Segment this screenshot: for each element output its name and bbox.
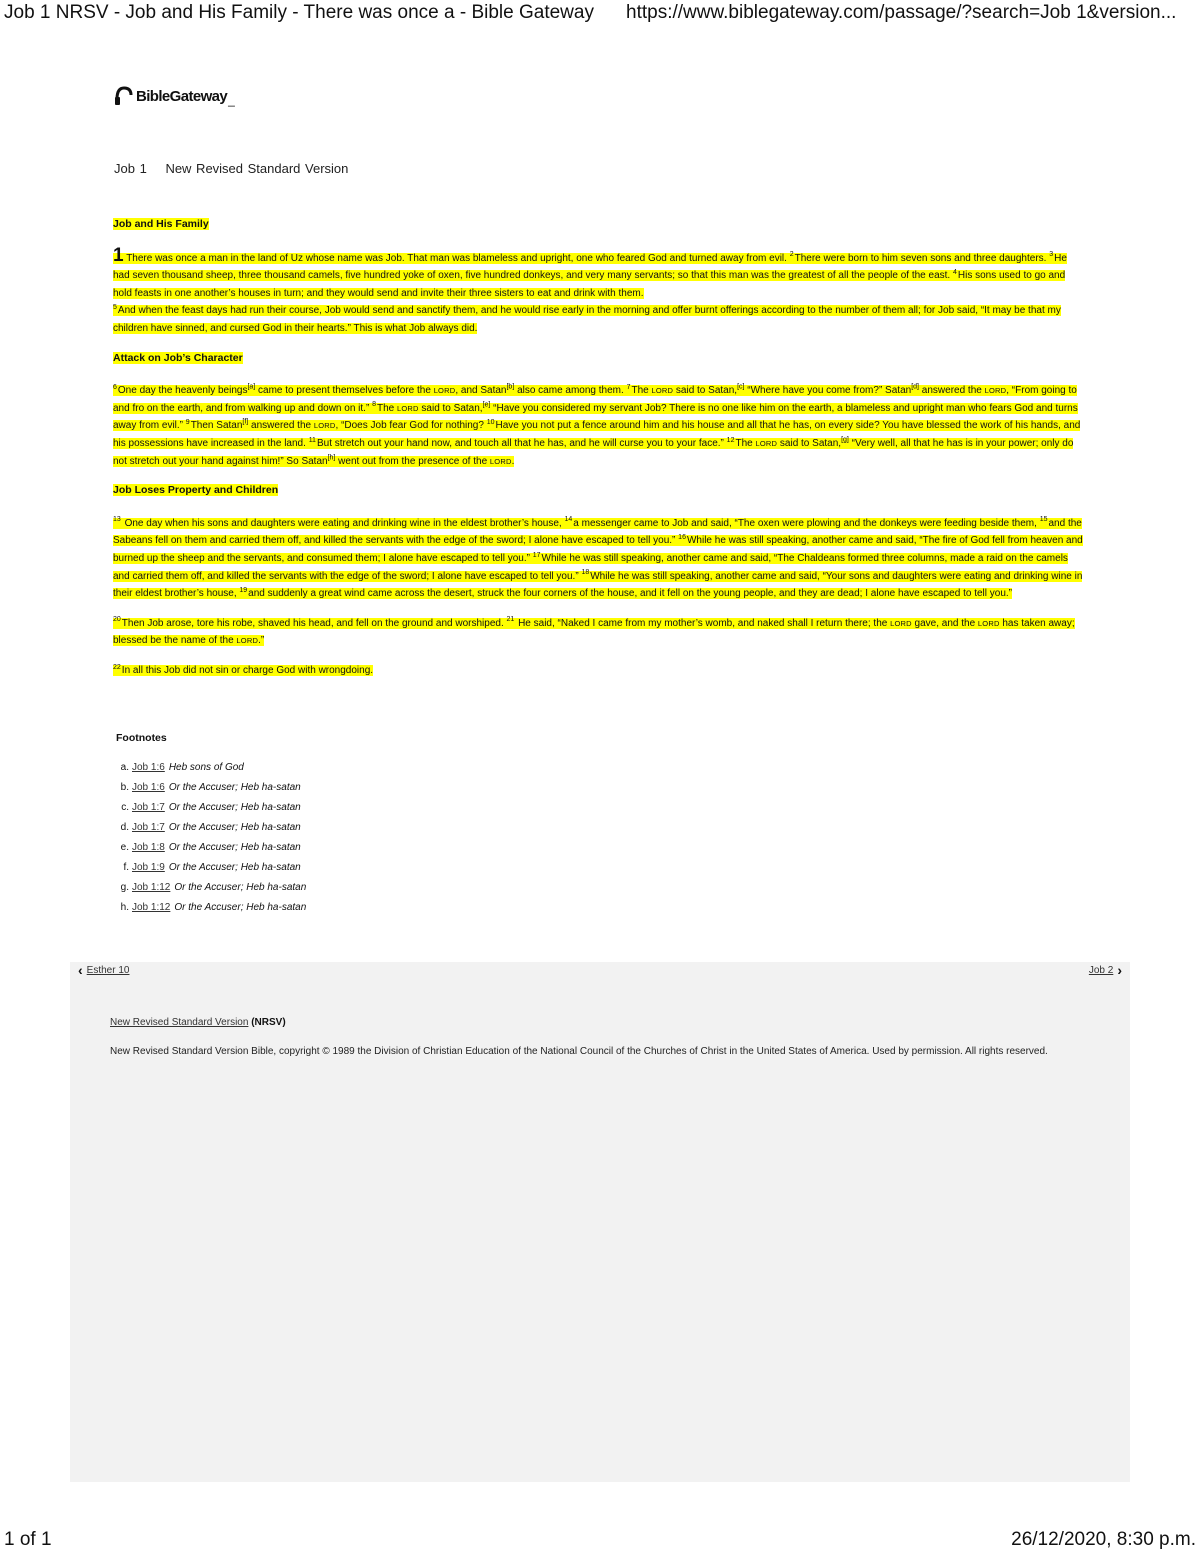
verse-number: 21 <box>506 616 515 624</box>
verse-number: 11 <box>308 436 316 444</box>
footnote-letter: f. <box>123 862 129 873</box>
verse-number: 22 <box>113 663 121 671</box>
paragraph: $^{22}$In all this Job did not sin or charge God with wrongdoing. <box>113 663 374 676</box>
footnote-item <box>116 878 306 898</box>
paragraph: $^{20}$Then Job arose, tore his robe, shaved his head, and fell on the ground and worshiped. $^{21}$ He said, “Naked I came from my mother’s womb, and naked shall I return there; the LORD gave, and the LORD has taken away; blessed be the name of the LORD.” <box>113 616 1075 647</box>
verse-number: 7 <box>626 383 631 391</box>
print-page-number: 1 of 1 <box>4 1529 52 1550</box>
verse-number: 4 <box>952 268 957 276</box>
paragraph: 1 There was once a man in the land of Uz whose name was Job. That man was blameless and upright, one who feared God and turned away from evil. $^2$There were born to him seven sons and three daughters. $^3$He had seven thousand sheep, three thousand camels, five hundred yoke of oxen, five hundred donkeys, and very many servants; so that this man was the greatest of all the people of the east. $^4$His sons used to go and hold feasts in one another’s houses in turn; and they would send and invite their three sisters to eat and drink with them. $^5$And when the feast days had run their course, Job would send and sanctify them, and he would rise early in the morning and offer burnt offerings according to the number of them all; for Job said, “It may be that my children have sinned, and cursed God in their hearts.” This is what Job always did. <box>113 244 1067 334</box>
footnote-ref-link[interactable]: Job 1:12 <box>132 882 171 893</box>
footnote-letter: c. <box>121 802 129 813</box>
footnote-item <box>116 758 306 778</box>
footnote-item <box>116 778 306 798</box>
chapter-number: 1 <box>113 244 124 266</box>
footnote-body: Or the Accuser; Heb ha-satan <box>168 782 301 793</box>
footnote-item <box>116 858 306 878</box>
verse-number: 13 <box>113 516 121 524</box>
verse-number: 15 <box>1039 516 1048 524</box>
footnote-ref[interactable]: [h] <box>327 454 336 462</box>
footnote-body: Heb sons of God <box>168 762 244 773</box>
verse-number: 19 <box>239 586 248 594</box>
print-page-url: https://www.biblegateway.com/passage/?search=Job 1&version... <box>626 2 1177 23</box>
prev-chapter-label[interactable]: Esther 10 <box>86 964 130 976</box>
footnote-ref[interactable]: [g] <box>841 436 849 444</box>
footnote-item <box>116 898 306 918</box>
verse-number: 8 <box>372 401 376 409</box>
passage-reference: Job 1 <box>114 161 147 176</box>
print-date: 26/12/2020, 8:30 p.m. <box>1011 1529 1196 1550</box>
passage-text <box>113 216 1085 691</box>
passage-heading <box>114 161 348 176</box>
footnote-item <box>116 838 306 858</box>
footnote-ref-link[interactable]: Job 1:7 <box>132 822 165 833</box>
footnote-ref-link[interactable]: Job 1:9 <box>132 862 165 873</box>
footnote-ref[interactable]: [e] <box>482 401 491 409</box>
copyright-text: New Revised Standard Version Bible, copyright © 1989 the Division of Christian Education of the National Council of the Churches of Christ in the United States of America. Used by permission. All rights reserved. <box>110 1046 1048 1057</box>
verse-number: 3 <box>1049 251 1054 259</box>
footnote-ref-link[interactable]: Job 1:6 <box>132 762 165 773</box>
chapter-nav-panel <box>70 962 1130 1482</box>
verse-number: 5 <box>113 304 117 312</box>
footnotes <box>116 732 306 918</box>
section-heading: Attack on Job’s Character <box>113 351 243 364</box>
footnote-ref[interactable]: [b] <box>506 383 515 391</box>
footnote-ref[interactable]: [c] <box>737 383 745 391</box>
logo-text: BibleGateway <box>136 87 228 105</box>
footnote-body: Or the Accuser; Heb ha-satan <box>174 902 307 913</box>
verse-number: 2 <box>789 251 794 259</box>
footnote-letter: e. <box>120 842 129 853</box>
biblegateway-logo[interactable] <box>114 82 235 110</box>
footnote-body: Or the Accuser; Heb ha-satan <box>168 802 301 813</box>
footnote-ref[interactable]: [d] <box>911 383 919 391</box>
footnote-letter: h. <box>120 902 129 913</box>
print-page-title: Job 1 NRSV - Job and His Family - There was once a - Bible Gateway <box>4 2 594 23</box>
prev-chapter-link[interactable] <box>74 962 129 978</box>
section-heading: Job Loses Property and Children <box>113 484 279 497</box>
footnote-ref[interactable]: [a] <box>247 383 256 391</box>
footnote-body: Or the Accuser; Heb ha-satan <box>174 882 307 893</box>
verse-number: 16 <box>678 533 686 541</box>
footnote-ref-link[interactable]: Job 1:6 <box>132 782 165 793</box>
version-abbr: (NRSV) <box>251 1017 286 1028</box>
next-chapter-label[interactable]: Job 2 <box>1088 964 1114 976</box>
verse-number: 18 <box>581 569 590 577</box>
footnotes-list <box>116 758 306 918</box>
verse-number: 20 <box>113 616 121 624</box>
verse-number: 17 <box>532 551 541 559</box>
footnote-body: Or the Accuser; Heb ha-satan <box>168 862 301 873</box>
verse-number: 9 <box>185 419 190 427</box>
footnote-letter: a. <box>120 762 129 773</box>
footnote-letter: d. <box>120 822 129 833</box>
footnote-body: Or the Accuser; Heb ha-satan <box>168 822 301 833</box>
version-link[interactable]: New Revised Standard Version <box>110 1017 249 1028</box>
verse-number: 12 <box>726 436 735 444</box>
verse-text: There was once a man in the land of Uz whose name was Job. That man was blameless and upright, one who feared God and turned away from evil. <box>126 252 787 264</box>
chevron-left-icon: ‹ <box>78 962 83 978</box>
footnotes-title: Footnotes <box>116 732 167 744</box>
footnote-ref-link[interactable]: Job 1:12 <box>132 902 171 913</box>
footnote-item <box>116 818 306 838</box>
verse-number: 10 <box>486 419 495 427</box>
section-heading: Job and His Family <box>113 218 209 230</box>
headphones-logo-icon <box>114 85 134 107</box>
footnote-item <box>116 798 306 818</box>
verse-number: 6 <box>113 383 117 391</box>
footnote-body: Or the Accuser; Heb ha-satan <box>168 842 301 853</box>
footnote-ref-link[interactable]: Job 1:7 <box>132 802 165 813</box>
paragraph: $^6$One day the heavenly beings[a] came to present themselves before the LORD, and Satan[b] also came among them. $^7$The LORD said to Satan,[c] “Where have you come from?” Satan[d] answered the LORD, “From going to and fro on the earth, and from walking up and down on it.” $^8$The LORD said to Satan,[e] “Have you considered my servant Job? There is no one like him on the earth, a blameless and upright man who fears God and turns away from evil.” $^9$Then Satan[f] answered the LORD, “Does Job fear God for nothing? $^{10}$Have you not put a fence around him and his house and all that he has, on every side? You have blessed the work of his hands, and his possessions have increased in the land. $^{11}$But stretch out your hand now, and touch all that he has, and he will curse you to your face.” $^{12}$The LORD said to Satan,[g] “Very well, all that he has is in your power; only do not stretch out your hand against him!” So Satan[h] went out from the presence of the LORD. <box>113 383 1081 467</box>
footnote-ref[interactable]: [f] <box>242 419 249 427</box>
copyright-version <box>110 1017 286 1028</box>
footnote-letter: g. <box>120 882 129 893</box>
print-header <box>0 0 1200 28</box>
footnote-ref-link[interactable]: Job 1:8 <box>132 842 165 853</box>
paragraph: $^{13}$ One day when his sons and daughters were eating and drinking wine in the eldest brother’s house, $^{14}$a messenger came to Job and said, “The oxen were plowing and the donkeys were feeding beside them, $^{15}$and the Sabeans fell on them and carried them off, and killed the servants with the edge of the sword; I alone have escaped to tell you.” $^{16}$While he was still speaking, another came and said, “The fire of God fell from heaven and burned up the sheep and the servants, and consumed them; I alone have escaped to tell you.” $^{17}$While he was still speaking, another came and said, “The Chaldeans formed three columns, made a raid on the camels and carried them off, and killed the servants with the edge of the sword; I alone have escaped to tell you.” $^{18}$While he was still speaking, another came and said, “Your sons and daughters were eating and drinking wine in their eldest brother’s house, $^{19}$and suddenly a great wind came across the desert, struck the four corners of the house, and it fell on the young people, and they are dead; I alone have escaped to tell you.” <box>113 516 1083 600</box>
passage-version: New Revised Standard Version <box>165 161 349 176</box>
chevron-right-icon: › <box>1117 962 1122 978</box>
next-chapter-link[interactable] <box>1089 962 1126 978</box>
logo-cursor: _ <box>228 93 235 107</box>
print-footer <box>0 1528 1200 1553</box>
verse-number: 14 <box>564 516 573 524</box>
footnote-letter: b. <box>120 782 129 793</box>
